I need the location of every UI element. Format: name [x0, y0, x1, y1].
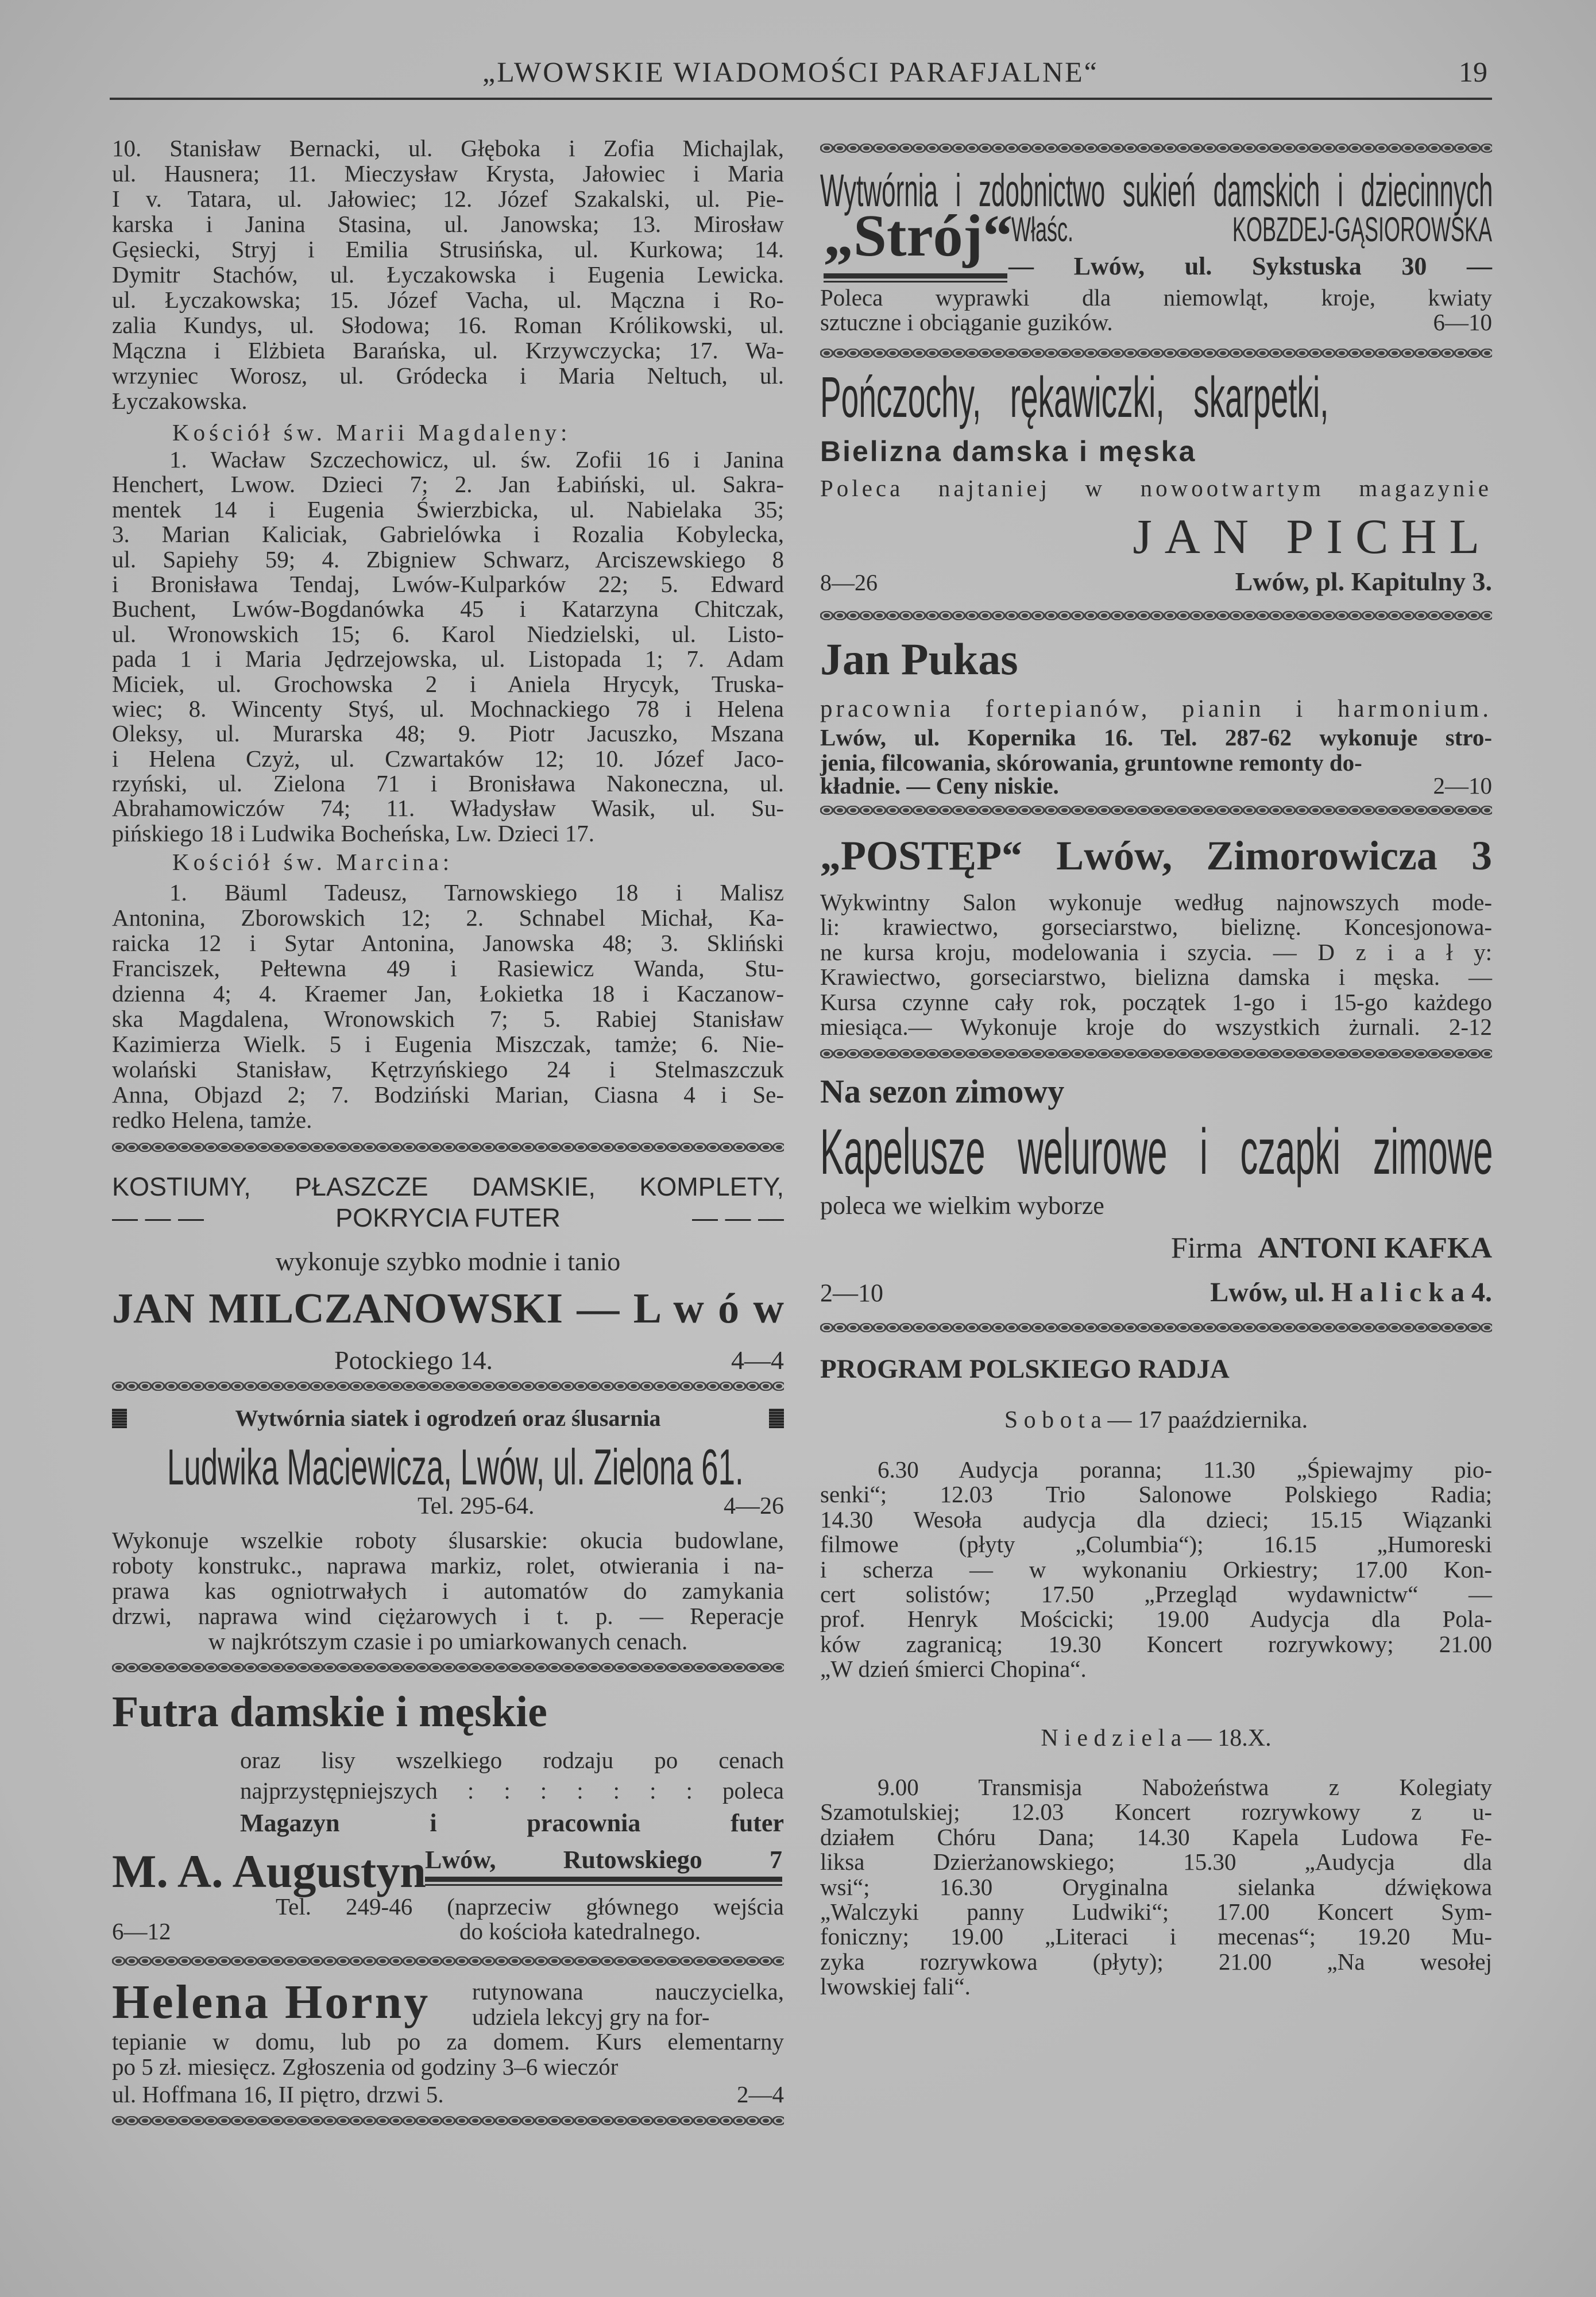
text-line: miesiąca.— Wykonuje kroje do wszystkich żurnali. 2-12 [820, 1013, 1492, 1040]
location: do kościoła katedralnego. [459, 1918, 701, 1944]
ad-augustyn-line2: najprzystępniejszych : : : : : : : poleca [240, 1777, 784, 1804]
ad-kafka-address-row [820, 1278, 1492, 1308]
marriage-list-magdalena [112, 447, 784, 846]
text-line: „W dzień śmierci Chopina“. [820, 1656, 1087, 1683]
text-line: i Helena Czyż, ul. Czwartaków 12; 10. Józef Jaco- [112, 745, 784, 772]
ad-milczanowski-line1: KOSTIUMY, PŁASZCZE DAMSKIE, KOMPLETY, [112, 1172, 784, 1201]
ornament-divider [820, 611, 1492, 620]
text-line: i scherza — w wykonaniu Orkiestry; 17.00 Kon- [820, 1556, 1492, 1583]
address: Lwów, ul. H a l i c k a 4. [1210, 1277, 1492, 1308]
title: Kapelusze welurowe i czapki zimowe [820, 1116, 1493, 1188]
text-line: zalia Kundys, ul. Słodowa; 16. Roman Królikowski, ul. [112, 312, 784, 338]
body: kładnie. — Ceny niskie. [820, 772, 1059, 799]
text-line: 9.00 Transmisja Nabożeństwa z Kolegiaty [878, 1774, 1492, 1800]
double-underline [824, 273, 1007, 283]
ad-milczanowski-tagline: wykonuje szybko modnie i tanio [275, 1247, 621, 1276]
heading-marcin: Kościół św. Marcina: [172, 849, 454, 875]
text-line: senki“; 12.03 Trio Salonowe Polskiego Radia; [820, 1481, 1492, 1508]
ornament-divider [112, 1382, 784, 1391]
text-line: ul. Wronowskich 15; 6. Karol Niedzielski, ul. Listo- [112, 620, 784, 647]
ad-kafka-title [820, 1117, 1492, 1186]
radio-sunday-program [820, 1775, 1492, 2000]
dashes: — — — [112, 1203, 204, 1232]
ad-augustyn-line3: Magazyn i pracownia futer [240, 1809, 784, 1837]
text-line: i Bronisława Tendaj, Lwów-Kulparków 22; 5. Edward [112, 570, 784, 597]
text-line: cert solistów; 17.50 „Przegląd wydawnictw“ — [820, 1580, 1492, 1607]
text-line: prof. Henryk Mościcki; 19.00 Audycja dla Pola- [820, 1606, 1492, 1633]
ornament-divider [112, 1143, 784, 1152]
text-line: pińskiego 18 i Ludwika Bocheńska, Lw. Dzieci 17. [112, 819, 594, 846]
text-line: Szamotulskiej; 12.03 Koncert rozrywkowy z u- [820, 1799, 1492, 1826]
ornament-divider [112, 1663, 784, 1672]
ornament-divider [820, 1323, 1492, 1332]
ad-pichl-name: JAN PICHL [1133, 509, 1492, 564]
marriage-list-marcin [112, 880, 784, 1132]
ad-augustyn-phone: Tel. 249-46 (naprzeciw głównego wejścia [276, 1893, 784, 1920]
text-line: li: krawiectwo, gorseciarstwo, bieliznę. Koncesjonowa- [820, 914, 1492, 941]
ad-augustyn-name: M. A. Augustyn [112, 1845, 426, 1897]
text-line: Anna, Objazd 2; 7. Bodziński Marian, Ciasna 4 i Se- [112, 1081, 784, 1108]
title: Wytwórnia siatek i ogrodzeń oraz ślusarnia [235, 1405, 661, 1431]
text-line: rutynowana nauczycielka, [472, 1978, 784, 2005]
ornament-divider [112, 1956, 784, 1966]
text-line: Wykonuje wszelkie roboty ślusarskie: okucia budowlane, [112, 1527, 784, 1553]
text-line: wiec; 8. Wincenty Styś, ul. Mochnackiego 78 i Helena [112, 695, 784, 722]
address: Lwów, Rutowskiego 7 [425, 1846, 782, 1874]
square-bullet-icon [769, 1409, 784, 1428]
ad-maciewicz-phone-row [112, 1494, 784, 1519]
header-rule [110, 98, 1492, 100]
text-line: Abrahamowiczów 74; 11. Władysław Wasik, ul. Su- [112, 795, 784, 822]
text-line: redko Helena, tamże. [112, 1107, 312, 1133]
address: ul. Hoffmana 16, II piętro, drzwi 5. [112, 2081, 444, 2107]
text-line: „Walczyki panny Ludwiki“; 17.00 Koncert Sym- [820, 1898, 1492, 1925]
text-line: karska i Janina Stasina, ul. Janowska; 13. Mirosław [112, 211, 784, 237]
text-line: Dymitr Stachów, ul. Łyczakowska i Eugenia Lewicka. [112, 261, 784, 288]
ad-pukas-last-row [820, 773, 1492, 798]
ad-postep-body [820, 890, 1492, 1039]
ad-horny-name: Helena Horny [112, 1975, 431, 2029]
text-line: lwowskiej fali“. [820, 1973, 971, 2000]
owner: Właśc. KOBZDEJ-GĄSIOROWSKA [1011, 210, 1492, 249]
ad-milczanowski-line2 [112, 1203, 784, 1233]
text-line: Kursa czynne cały rok, początek 1-go i 15-go każdego [820, 988, 1492, 1015]
double-underline [425, 1877, 782, 1886]
text-line: mentek 14 i Eugenia Świerzbicka, ul. Nabielaka 35; [112, 496, 784, 523]
text-line: prawa kas ogniotrwałych i automatów do zamykania [112, 1577, 784, 1604]
body: sztuczne i obciąganie guzików. [820, 309, 1113, 335]
text-line: po 5 zł. miesięcz. Zgłoszenia od godziny 3–6 wieczór [112, 2054, 619, 2080]
ad-horny-side [472, 1979, 784, 2029]
text-line: Henchert, Lwow. Dzieci 7; 2. Jan Łabiński, ul. Sakra- [112, 471, 784, 498]
ad-horny-body [112, 2029, 784, 2079]
ornament-divider [820, 349, 1492, 358]
text-line: liksa Dzierżanowskiego; 15.30 „Audycja dla [820, 1849, 1492, 1876]
text-line: Franciszek, Pełtewna 49 i Rasiewicz Wanda, Stu- [112, 955, 784, 981]
text-line: Lwów, ul. Kopernika 16. Tel. 287-62 wykonuje stro- [820, 724, 1492, 751]
ad-code: 6—10 [1433, 309, 1492, 335]
ad-augustyn-title: Futra damskie i męskie [112, 1688, 547, 1736]
text-line: drzwi, naprawa wind ciężarowych i t. p. — Reperacje [112, 1603, 784, 1629]
ad-stroj-owner [1011, 211, 1492, 248]
text-line: 3. Marian Kaliciak, Gabrielówka i Rozalia Kobylecka, [112, 521, 784, 548]
text-line: ul. Sapiehy 59; 4. Zbigniew Schwarz, Arciszewskiego 8 [112, 546, 784, 573]
text-line: dzienna 4; 4. Kraemer Jan, Łokietka 18 i Kaczanow- [112, 980, 784, 1007]
name: Ludwika Maciewicza, Lwów, ul. Zielona 61. [167, 1438, 744, 1495]
page-header-title: „LWOWSKIE WIADOMOŚCI PARAFJALNE“ [482, 56, 1099, 88]
text-line: rzyński, ul. Zielona 71 i Bronisława Nakoneczna, ul. [112, 770, 784, 797]
text-line: ul. Łyczakowska; 15. Józef Vacha, ul. Mączna i Ro- [112, 287, 784, 313]
ad-augustyn-location-row [112, 1919, 784, 1944]
text-line: Mączna i Elżbieta Barańska, ul. Krzywczycka; 17. Wa- [112, 337, 784, 364]
text-line: I v. Tatara, ul. Jałowiec; 12. Józef Szakalski, ul. Pie- [112, 185, 784, 212]
text-line: filmowe (płyty „Columbia“); 16.15 „Humoreski [820, 1531, 1492, 1558]
text-line: 14.30 Wesoła audycja dla dzieci; 15.15 Wiązanki [820, 1506, 1492, 1533]
text-line: pada 1 i Maria Jędrzejowska, ul. Listopada 1; 7. Adam [112, 645, 784, 672]
ad-pukas-tagline: pracownia fortepianów, pianin i harmonium. [820, 695, 1492, 722]
marriage-list-1 [112, 136, 784, 413]
radio-saturday-program [820, 1457, 1492, 1682]
heading-magdalena: Kościół św. Marii Magdaleny: [172, 419, 571, 446]
ad-augustyn-line1: oraz lisy wszelkiego rodzaju po cenach [240, 1747, 784, 1773]
address: Lwów, pl. Kapitulny 3. [1235, 567, 1492, 596]
text-line: zyka rozrywkowa (płyty); 21.00 „Na wesołej [820, 1948, 1492, 1975]
ad-pukas-name: Jan Pukas [820, 634, 1018, 684]
text-line: Gęsiecki, Stryj i Emilia Strusińska, ul. Kurkowa; 14. [112, 236, 784, 262]
text-line: Miciek, ul. Grochowska 2 i Aniela Hrycyk, Truska- [112, 670, 784, 697]
text-line: udziela lekcyj gry na for- [472, 2004, 710, 2030]
text-line: wrzyniec Worosz, ul. Gródecka i Maria Neltuch, ul. [112, 362, 784, 389]
ad-pichl-line: Poleca najtaniej w nowootwartym magazynie [820, 475, 1492, 501]
text-line: Krawiectwo, gorseciarstwo, bielizna damska i męska. — [820, 964, 1492, 991]
phone: Tel. 295-64. [418, 1493, 535, 1519]
text-line: ków zagranicą; 19.30 Koncert rozrywkowy; 21.00 [820, 1630, 1492, 1657]
text-line: Oleksy, ul. Murarska 48; 9. Piotr Jacuszko, Mszana [112, 720, 784, 747]
text-line: jenia, filcowania, skórowania, gruntowne remonty do- [820, 749, 1362, 776]
radio-day-saturday: S o b o t a — 17 paaździernika. [1004, 1407, 1308, 1433]
firm-label: Firma [1170, 1232, 1243, 1264]
ad-pichl-address-row [820, 567, 1492, 597]
text-line: roboty konstrukc., naprawa markiz, rolet, otwierania i na- [112, 1552, 784, 1579]
ad-code: 6—12 [112, 1918, 171, 1944]
address: Potockiego 14. [334, 1345, 493, 1375]
text-line: wolański Stanisław, Kętrzyńskiego 24 i Stelmaszczuk [112, 1056, 784, 1082]
page-number: 19 [1459, 56, 1487, 88]
ornament-divider [820, 144, 1492, 153]
text-line: Antonina, Zborowskich 12; 2. Schnabel Michał, Ka- [112, 904, 784, 931]
text-line: ska Magdalena, Wronowskich 7; 5. Rabiej Stanisław [112, 1006, 784, 1032]
ad-pichl-title [820, 366, 1328, 429]
ornament-divider [112, 2116, 784, 2125]
text-line: ul. Hausnera; 11. Mieczysław Krysta, Jałowiec i Maria [112, 160, 784, 187]
ad-code: 4—26 [724, 1493, 784, 1519]
ad-maciewicz-body [112, 1528, 784, 1654]
text-line: wsi“; 16.30 Oryginalna sielanka dźwiękowa [820, 1873, 1492, 1900]
text-line: 6.30 Audycja poranna; 11.30 „Śpiewajmy pio- [878, 1456, 1492, 1483]
ornament-divider [820, 1049, 1492, 1058]
text-line: 1. Bäuml Tadeusz, Tarnowskiego 18 i Malisz [169, 879, 784, 906]
ad-kafka-line: poleca we wielkim wyborze [820, 1192, 1104, 1220]
ad-code: 2—10 [820, 1279, 883, 1307]
ad-code: 2—10 [1433, 772, 1492, 799]
text-line: Łyczakowska. [112, 388, 248, 414]
text-line: ne kursa kroju, modelowania i szycia. — D z i a ł y: [820, 938, 1492, 965]
ad-stroj-address: — Lwów, ul. Sykstuska 30 — [1008, 252, 1492, 280]
text-line: tepianie w domu, lub po za domem. Kurs elementarny [112, 2028, 784, 2055]
ad-augustyn-address [425, 1846, 782, 1886]
ad-maciewicz-title [112, 1405, 784, 1432]
square-bullet-icon [112, 1409, 127, 1428]
ad-maciewicz-name [167, 1438, 744, 1496]
radio-program-title: PROGRAM POLSKIEGO RADJA [820, 1354, 1230, 1384]
ad-pukas-body [820, 725, 1492, 775]
ad-stroj-body-row [820, 310, 1492, 335]
ad-code: 4—4 [731, 1345, 784, 1375]
title: Wytwórnia i zdobnictwo sukień damskich i dziecinnych [820, 165, 1493, 216]
dashes: — — — [691, 1203, 784, 1232]
text-line: foniczny; 19.00 „Literaci i mecenas“; 19.20 Mu- [820, 1923, 1492, 1950]
text-line: 10. Stanisław Bernacki, ul. Głęboka i Zofia Michajlak, [112, 135, 784, 161]
firm-name: ANTONI KAFKA [1258, 1232, 1492, 1264]
pokrycia-futer: POKRYCIA FUTER [335, 1203, 561, 1232]
ad-stroj-body: Poleca wyprawki dla niemowląt, kroje, kwiaty [820, 284, 1492, 311]
text-line: Kazimierza Wielk. 5 i Eugenia Miszczak, tamże; 6. Nie- [112, 1031, 784, 1057]
ad-milczanowski-address-row [112, 1346, 784, 1375]
text-line: w najkrótszym czasie i po umiarkowanych cenach. [208, 1628, 688, 1654]
radio-day-sunday: N i e d z i e l a — 18.X. [1041, 1725, 1272, 1751]
text-line: raicka 12 i Sytar Antonina, Janowska 48; 3. Skliński [112, 930, 784, 956]
ad-stroj-brand: „Strój“ [824, 203, 1013, 269]
ornament-divider [820, 806, 1492, 815]
text-line: Wykwintny Salon wykonuje według najnowszych mode- [820, 889, 1492, 915]
title: Pończochy, rękawiczki, skarpetki, [820, 365, 1329, 430]
ad-horny-last-row [112, 2082, 784, 2107]
ad-kafka-firm [820, 1232, 1492, 1264]
ad-code: 2—4 [737, 2081, 784, 2107]
text-line: 1. Wacław Szczechowicz, ul. św. Zofii 16 i Janina [169, 446, 784, 473]
text-line: działem Chóru Dana; 14.30 Kapela Ludowa Fe- [820, 1823, 1492, 1850]
ad-code: 8—26 [820, 570, 878, 595]
ad-postep-title: „POSTĘP“ Lwów, Zimorowicza 3 [820, 833, 1492, 879]
ad-kafka-intro: Na sezon zimowy [820, 1073, 1065, 1110]
ad-milczanowski-name: JAN MILCZANOWSKI — L w ó w [112, 1285, 784, 1332]
text-line: Buchent, Lwów-Bogdanówka 45 i Katarzyna Chitczak, [112, 595, 784, 622]
ad-pichl-subtitle: Bielizna damska i męska [820, 435, 1197, 467]
